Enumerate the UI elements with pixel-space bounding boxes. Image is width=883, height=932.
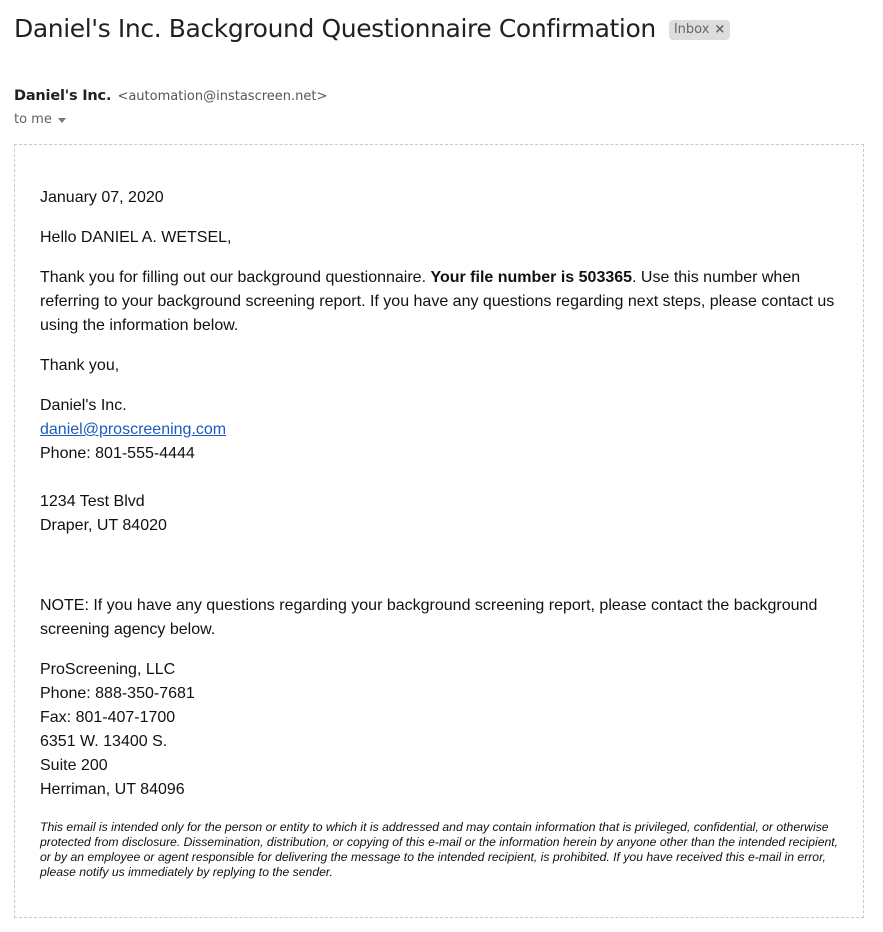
company-address-line2: Draper, UT 84020 — [40, 517, 167, 534]
closing: Thank you, — [40, 357, 120, 374]
email-subject: Daniel's Inc. Background Questionnaire Confirmation — [14, 14, 656, 43]
agency-phone: Phone: 888-350-7681 — [40, 685, 195, 702]
agency-fax: Fax: 801-407-1700 — [40, 709, 176, 726]
greeting: Hello DANIEL A. WETSEL, — [40, 229, 232, 246]
company-phone: Phone: 801-555-4444 — [40, 445, 195, 462]
note-paragraph: NOTE: If you have any questions regarding your background screening report, please contact the background screening agency below. — [40, 597, 818, 638]
email-body — [40, 186, 840, 818]
spacer — [40, 466, 840, 490]
company-contact-block — [40, 394, 840, 578]
email-date: January 07, 2020 — [40, 189, 164, 206]
recipient-label: to me — [14, 112, 52, 127]
recipient-details-toggle[interactable] — [14, 112, 66, 127]
intro-text-after: . Use this number when referring to your background screening report. If you have any questions regarding next steps, please contact us using the information below. — [40, 269, 835, 334]
inbox-label-text: Inbox — [673, 21, 710, 37]
sender-email: <automation@instascreen.net> — [117, 89, 328, 104]
agency-address-line2: Suite 200 — [40, 757, 108, 774]
legal-disclaimer: This email is intended only for the person or entity to which it is addressed and may contain information that is privileged, confidential, or otherwise protected from disclosure. Dissemination, distribution, or copying of this e-mail or the information herein by anyone other than the intended recipient, or by an employee or agent responsible for delivering the message to the intended recipient, is prohibited. If you have received this e-mail in error, please notify us immediately by replying to the sender. — [40, 820, 839, 879]
spacer — [40, 562, 840, 578]
spacer — [40, 538, 840, 562]
subject-row — [14, 14, 730, 43]
agency-contact-block — [40, 658, 840, 802]
company-address-line1: 1234 Test Blvd — [40, 493, 145, 510]
agency-address-line3: Herriman, UT 84096 — [40, 781, 185, 798]
agency-address-line1: 6351 W. 13400 S. — [40, 733, 168, 750]
inbox-label-chip[interactable] — [669, 20, 730, 40]
agency-name: ProScreening, LLC — [40, 661, 176, 678]
sender-name[interactable]: Daniel's Inc. — [14, 88, 112, 104]
caret-down-icon[interactable] — [58, 118, 66, 123]
company-name: Daniel's Inc. — [40, 397, 127, 414]
intro-text-before: Thank you for filling out our background questionnaire. — [40, 269, 431, 286]
file-number-text: Your file number is 503365 — [430, 269, 633, 286]
sender-row — [14, 87, 327, 104]
company-email-link[interactable]: daniel@proscreening.com — [40, 421, 227, 438]
remove-label-icon[interactable]: × — [714, 21, 726, 37]
intro-paragraph — [40, 266, 840, 338]
